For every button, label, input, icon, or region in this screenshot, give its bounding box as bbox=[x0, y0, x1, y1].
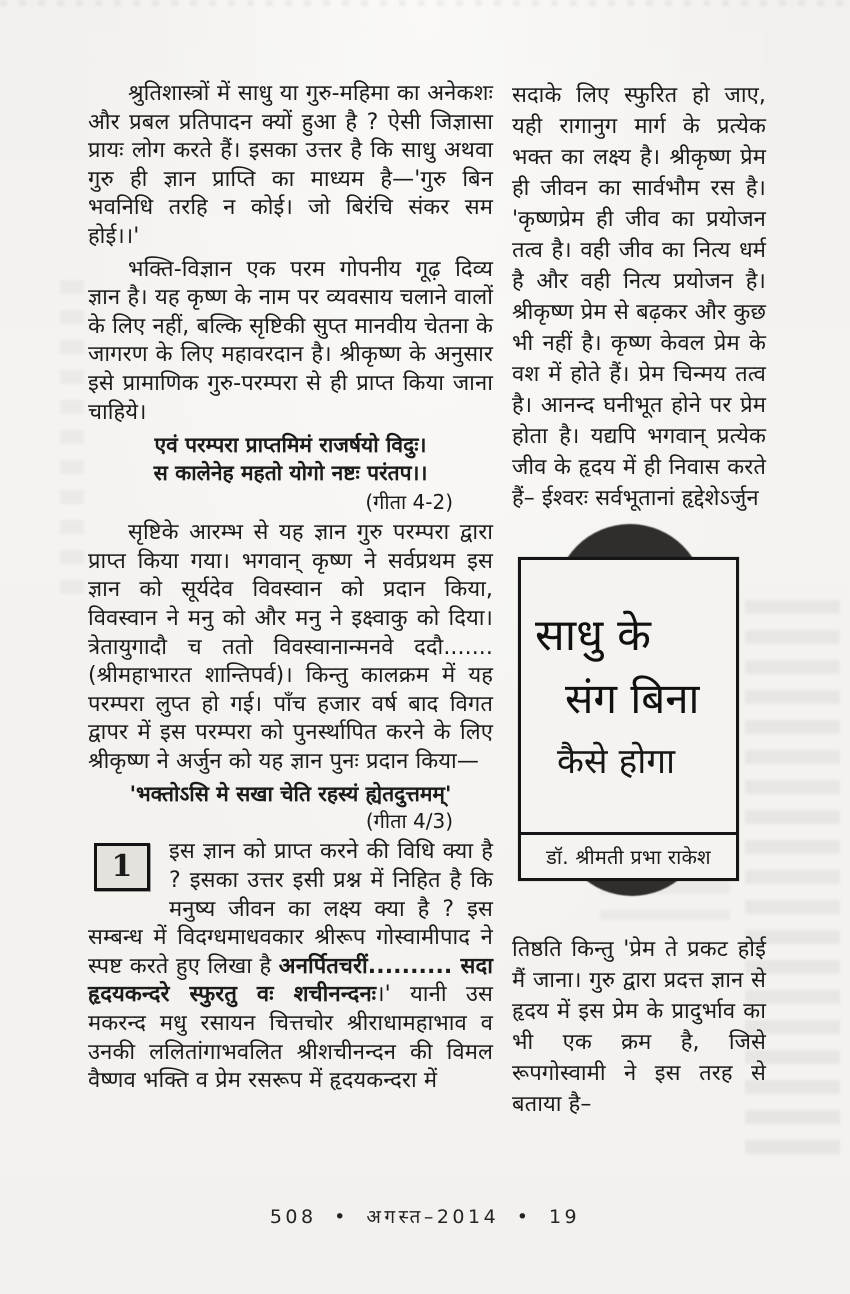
title-line-2: संग बिना bbox=[565, 674, 700, 724]
verse-line-1: एवं परम्परा प्राप्तमिमं राजर्षयो विदुः। bbox=[154, 433, 427, 458]
gita-quote: 'भक्तोऽसि मे सखा चेति रहस्यं ह्येतदुत्तमम्' bbox=[129, 782, 452, 807]
article-title-block bbox=[512, 536, 766, 934]
title-line-3: कैसे होगा bbox=[557, 741, 676, 782]
gita-verse bbox=[88, 431, 493, 487]
title-line-1: साधु के bbox=[535, 610, 651, 661]
paragraph-krishna-prem: सदाके लिए स्फुरित हो जाए, यही रागानुग मार्ग के प्रत्येक भक्त का लक्ष्य है। श्रीकृष्ण प्रेम ही जीवन का सार्वभौम रस है। 'कृष्णप्रेम ही जीव का प्रयोजन तत्व है। वही जीव का नित्य धर्म है और वही नित्य प्रयोजन है। श्रीकृष्ण प्रेम से बढ़कर और कुछ भी नहीं है। कृष्ण केवल प्रेम के वश में होते हैं। प्रेम चिन्मय तत्व है। आनन्द घनीभूत होने पर प्रेम होता है। यद्यपि भगवान् प्रत्येक जीव के हृदय में ही निवास करते हैं– ईश्वरः सर्वभूतानां हृद्देशेऽर्जुन bbox=[512, 83, 766, 511]
page-footer: 508 • अगस्त–2014 • 19 bbox=[269, 1206, 581, 1228]
section-number-box bbox=[94, 843, 150, 891]
paragraph-text: इस ज्ञान को प्राप्त करने की विधि क्या है ? इसका उत्तर इसी प्रश्न में निहित है कि मनुष्य जीवन का लक्ष्य क्या है ? इस सम्बन्ध में विदग्धमाधवकार श्रीरूप गोस्वामीपाद ने स्पष्ट करते हुए लिखा है bbox=[88, 839, 493, 979]
right-column bbox=[512, 80, 766, 1124]
article-title-box bbox=[518, 557, 739, 881]
left-column bbox=[88, 80, 493, 1100]
quote-citation: (गीता 4/3) bbox=[365, 809, 453, 834]
bold-sanskrit-phrase: अनर्पितचरीं.......... सदा हृदयकन्दरे स्फुरतु वः शचीनन्दनः bbox=[88, 953, 493, 1008]
paragraph-prem-prakat: तिष्ठति किन्तु 'प्रेम ते प्रकट होई मैं जाना। गुरु द्वारा प्रदत्त ज्ञान से हृदय में इस प्रेम के प्रादुर्भाव का भी एक क्रम है, जिसे रूपगोस्वामी ने इस तरह से बताया है– bbox=[512, 937, 766, 1117]
paragraph-bhakti-vigyan: भक्ति-विज्ञान एक परम गोपनीय गूढ़ दिव्य ज्ञान है। यह कृष्ण के नाम पर व्यवसाय चलाने वालों के लिए नहीं, बल्कि सृष्टिकी सुप्त मानवीय चेतना के जागरण के लिए महावरदान है। श्रीकृष्ण के अनुसार इसे प्रामाणिक गुरु-परम्परा से ही प्राप्त किया जाना चाहिये। bbox=[88, 256, 493, 425]
paragraph-section-one bbox=[88, 838, 493, 1095]
paragraph-sadhu-mahima: श्रुतिशास्त्रों में साधु या गुरु-महिमा का अनेकशः और प्रबल प्रतिपादन क्यों हुआ है ? ऐसी जिज्ञासा प्रायः लोग करते हैं। इसका उत्तर है कि साधु अथवा गुरु ही ज्ञान प्राप्ति का माध्यम है—'गुरु बिन भवनिधि तरहि न कोई। जो बिरंचि संकर सम होई।।' bbox=[88, 81, 493, 249]
bleed-through-ghosting bbox=[60, 280, 84, 600]
verse-line-2: स कालेनेह महतो योगो नष्टः परंतप।। bbox=[153, 461, 428, 486]
verse-citation: (गीता 4-2) bbox=[365, 490, 453, 515]
section-number: 1 bbox=[111, 849, 133, 885]
paragraph-text: ।' यानी उस मकरन्द मधु रसायन चित्तचोर श्रीराधामहाभाव व उनकी ललितांगाभवलित श्रीशचीनन्दन की विमल वैष्णव भक्ति व प्रेम रसरूप में हृदयकन्दरा में bbox=[88, 982, 494, 1094]
article-author: डॉ. श्रीमती प्रभा राकेश bbox=[518, 832, 739, 881]
paragraph-parampara: सृष्टिके आरम्भ से यह ज्ञान गुरु परम्परा द्वारा प्राप्त किया गया। भगवान् कृष्ण ने सर्वप्रथम इस ज्ञान को सूर्यदेव विवस्वान को प्रदान किया, विवस्वान ने मनु को और मनु ने इक्ष्वाकु को दिया। त्रेतायुगादौ च ततो विवस्वानान्मनवे ददौ....... (श्रीमहाभारत शान्तिपर्व)। किन्तु कालक्रम में यह परम्परा लुप्त हो गई। पाँच हजार वर्ष बाद विगत द्वापर में इस परम्परा को पुनर्स्थापित करने के लिए श्रीकृष्ण ने अर्जुन को यह ज्ञान पुनः प्रदान किया— bbox=[88, 520, 493, 774]
